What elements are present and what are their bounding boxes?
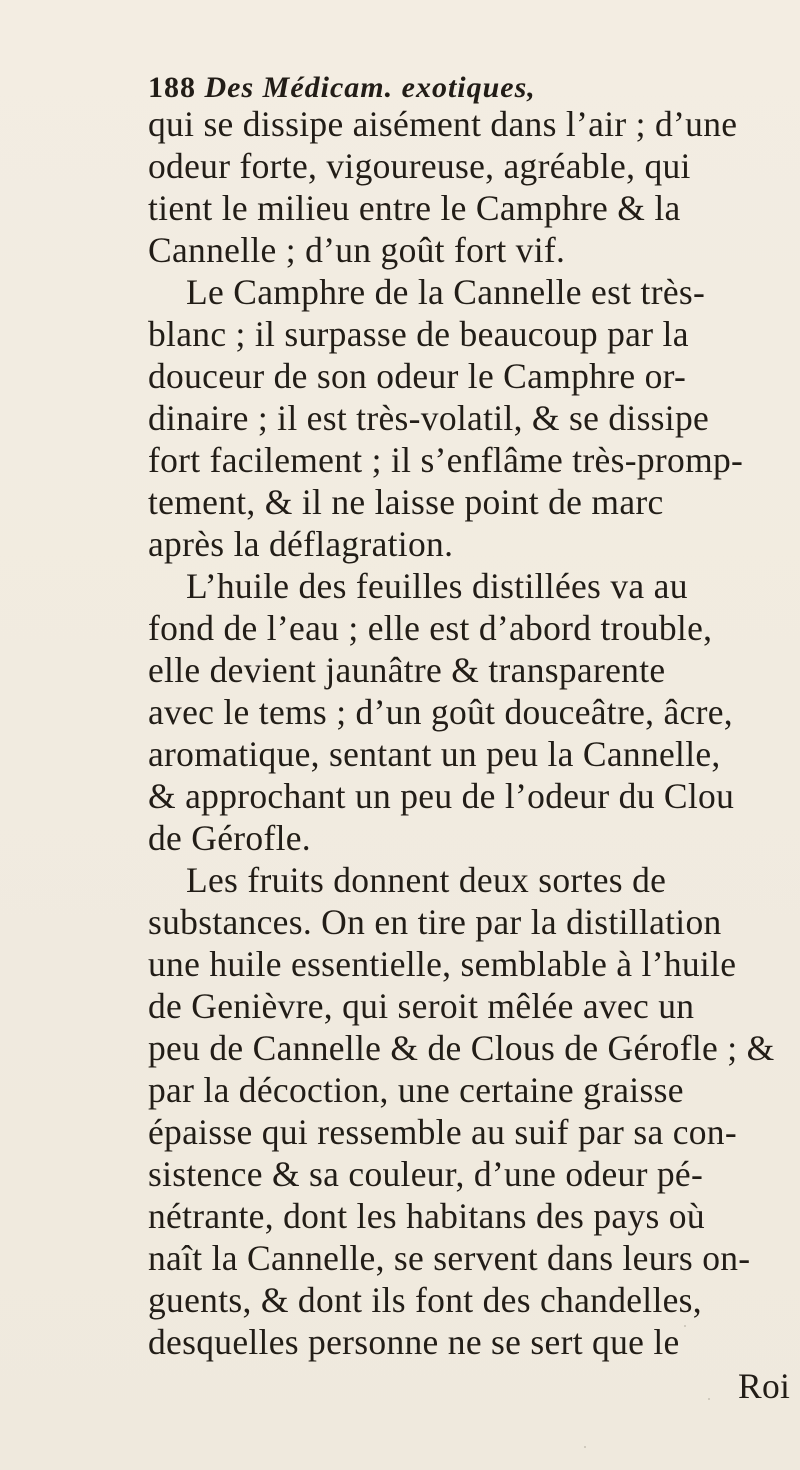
text-line: fort facilement ; il s’enflâme très-promp- bbox=[148, 440, 744, 480]
text-line: une huile essentielle, semblable à l’huile bbox=[148, 944, 737, 984]
text-line: sistence & sa couleur, d’une odeur pé- bbox=[148, 1154, 704, 1194]
text-line: aromatique, sentant un peu la Cannelle, bbox=[148, 734, 721, 774]
text-line: odeur forte, vigoureuse, agréable, qui bbox=[148, 146, 691, 186]
text-line: de Genièvre, qui seroit mêlée avec un bbox=[148, 986, 695, 1026]
text-line: Cannelle ; d’un goût fort vif. bbox=[148, 230, 566, 270]
text-line: nétrante, dont les habitans des pays où bbox=[148, 1196, 705, 1236]
text-line: naît la Cannelle, se servent dans leurs on- bbox=[148, 1238, 751, 1278]
text-line: épaisse qui ressemble au suif par sa con- bbox=[148, 1112, 737, 1152]
paragraph-start-line: L’huile des feuilles distillées va au bbox=[186, 566, 688, 606]
catchword: Roi bbox=[738, 1366, 791, 1406]
text-line: dinaire ; il est très-volatil, & se dissipe bbox=[148, 398, 710, 438]
text-line: peu de Cannelle & de Clous de Gérofle ; & bbox=[148, 1028, 775, 1068]
text-line: par la décoction, une certaine graisse bbox=[148, 1070, 684, 1110]
text-line: & approchant un peu de l’odeur du Clou bbox=[148, 776, 735, 816]
text-line: desquelles personne ne se sert que le bbox=[148, 1322, 680, 1362]
text-line: de Gérofle. bbox=[148, 818, 311, 858]
text-line: douceur de son odeur le Camphre or- bbox=[148, 356, 687, 396]
text-line: guents, & dont ils font des chandelles, bbox=[148, 1280, 702, 1320]
text-line: fond de l’eau ; elle est d’abord trouble, bbox=[148, 608, 713, 648]
running-title: Des Médicam. exotiques, bbox=[204, 71, 536, 104]
paper-speck bbox=[708, 1398, 710, 1400]
paper-speck bbox=[584, 1446, 586, 1448]
paper-speck bbox=[684, 1325, 686, 1327]
text-line: avec le tems ; d’un goût douceâtre, âcre, bbox=[148, 692, 733, 732]
paragraph-start-line: Le Camphre de la Cannelle est très- bbox=[186, 272, 706, 312]
text-line: elle devient jaunâtre & transparente bbox=[148, 650, 666, 690]
text-line: blanc ; il surpasse de beaucoup par la bbox=[148, 314, 689, 354]
text-line: tient le milieu entre le Camphre & la bbox=[148, 188, 681, 228]
paragraph-start-line: Les fruits donnent deux sortes de bbox=[186, 860, 667, 900]
text-line: substances. On en tire par la distillation bbox=[148, 902, 722, 942]
text-line: tement, & il ne laisse point de marc bbox=[148, 482, 664, 522]
text-line: après la déflagration. bbox=[148, 524, 454, 564]
text-line: qui se dissipe aisément dans l’air ; d’une bbox=[148, 104, 738, 144]
page-number: 188 bbox=[148, 71, 196, 104]
